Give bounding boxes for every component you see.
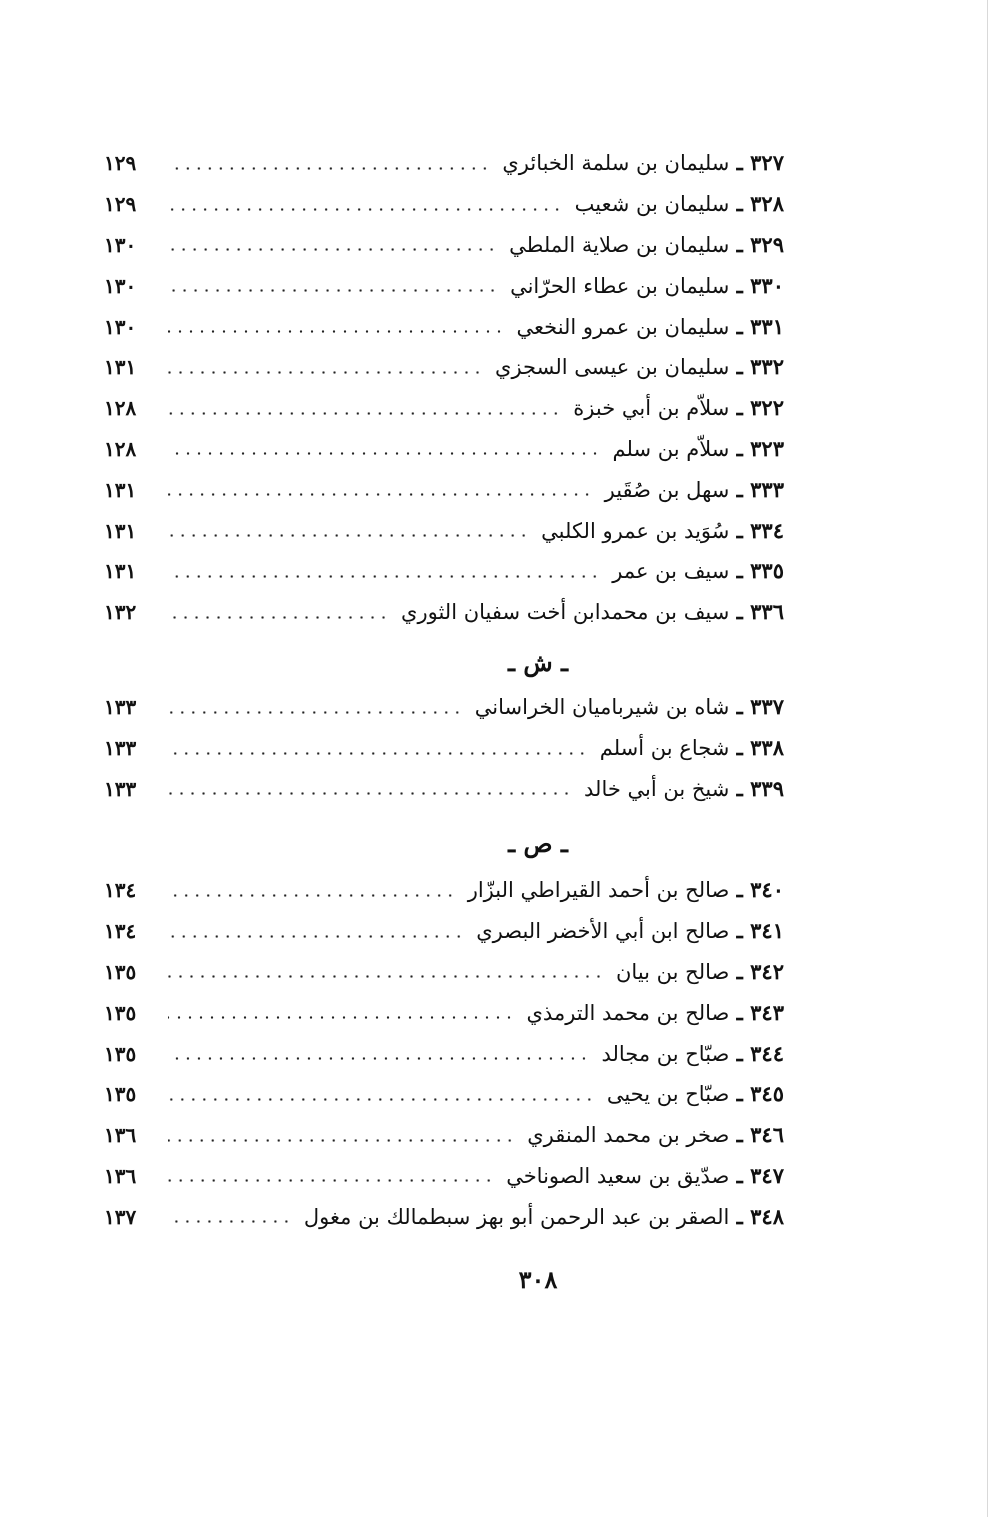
entry-number: ٣٣٣: [750, 476, 784, 502]
entry-separator: ـ: [729, 231, 751, 257]
index-entry: [104, 184, 784, 225]
index-group-sad: [104, 870, 784, 1237]
dot-leader: [168, 616, 389, 619]
entry-name: شيخ بن أبي خالد: [584, 776, 730, 801]
entry-separator: ـ: [729, 354, 751, 380]
dot-leader: [168, 248, 497, 251]
entry-page-reference: ١٣١: [104, 355, 137, 380]
index-group-sin: [104, 143, 784, 633]
entry-separator: ـ: [729, 435, 751, 461]
index-group-shin: [104, 687, 784, 809]
entry-name: صدّيق بن سعيد الصوناخي: [506, 1163, 730, 1188]
index-entry: [104, 1033, 784, 1074]
index-entry: [104, 992, 784, 1033]
index-entry: [104, 952, 784, 993]
entry-number: ٣٢٩: [750, 231, 784, 257]
entry-page-reference: ١٢٨: [104, 396, 137, 421]
entry-separator: ـ: [729, 1081, 751, 1107]
entry-name: الصقر بن عبد الرحمن أبو بهز سبطمالك بن مغول: [303, 1204, 730, 1229]
entry-number: ٣٣٨: [750, 735, 784, 761]
index-entry: [104, 687, 784, 728]
entry-title: [594, 737, 784, 759]
entry-separator: ـ: [729, 558, 751, 584]
entry-number: ٣٤٧: [750, 1162, 784, 1188]
entry-page-reference: ١٣٣: [104, 776, 137, 801]
entry-page-reference: ١٣٠: [104, 232, 137, 257]
section-heading-shin: ـ ش ـ: [507, 648, 569, 677]
entry-number: ٣٣١: [750, 313, 784, 339]
entry-name: شجاع بن أسلم: [599, 736, 730, 761]
entry-number: ٣٣٤: [750, 517, 784, 543]
entry-separator: ـ: [729, 1040, 751, 1066]
entry-title: [535, 517, 784, 543]
entry-number: ٣٢٣: [750, 435, 784, 461]
entry-title: [511, 313, 785, 339]
dot-leader: [168, 330, 505, 333]
dot-leader: [168, 975, 604, 978]
entry-name: صخر بن محمد المنقري: [527, 1123, 730, 1148]
entry-page-reference: ١٣٤: [104, 919, 137, 944]
entry-number: ٣٣٦: [750, 599, 784, 625]
entry-page-reference: ١٣٠: [104, 314, 137, 339]
entry-title: [489, 356, 784, 378]
entry-title: [578, 775, 784, 801]
entry-page-reference: ١٣٥: [104, 959, 137, 984]
entry-separator: ـ: [729, 150, 751, 176]
entry-name: سهل بن صُقَير: [604, 477, 730, 502]
entry-title: [569, 193, 784, 215]
entry-name: صالح بن أحمد القيراطي البزّار: [467, 878, 730, 903]
entry-title: [610, 958, 784, 984]
entry-page-reference: ١٣١: [104, 518, 137, 543]
entry-separator: ـ: [729, 1162, 751, 1188]
entry-name: سيف بن محمدابن أخت سفيان الثوري: [401, 600, 730, 625]
entry-separator: ـ: [729, 272, 751, 298]
entry-number: ٣٣٢: [750, 354, 784, 380]
entry-separator: ـ: [729, 999, 751, 1025]
entry-title: [601, 1083, 784, 1105]
dot-leader: [168, 1057, 589, 1060]
entry-number: ٣٣٥: [750, 558, 784, 584]
section-heading-sad: ـ ص ـ: [508, 829, 568, 858]
entry-title: [503, 231, 784, 257]
entry-separator: ـ: [729, 918, 751, 944]
entry-name: صبّاح بن يحيى: [606, 1082, 730, 1107]
index-entry: [104, 510, 784, 551]
dot-leader: [168, 167, 490, 170]
index-entry: [104, 225, 784, 266]
entry-name: صالح ابن أبي الأخضر البصري: [476, 919, 730, 944]
entry-separator: ـ: [729, 395, 751, 421]
index-entry: [104, 1196, 784, 1237]
entry-title: [595, 1040, 784, 1066]
entry-title: [298, 1203, 784, 1229]
index-entry: [104, 551, 784, 592]
index-entry: [104, 306, 784, 347]
entry-name: سُوَيد بن عمرو الكلبي: [541, 518, 730, 543]
entry-separator: ـ: [729, 313, 751, 339]
index-entry: [104, 592, 784, 633]
dot-leader: [168, 1139, 515, 1142]
entry-name: سليمان بن سلمة الخبائري: [502, 151, 730, 176]
entry-page-reference: ١٣٠: [104, 273, 137, 298]
entry-page-reference: ١٣٦: [104, 1123, 137, 1148]
entry-separator: ـ: [729, 1203, 751, 1229]
entry-number: ٣٤٠: [750, 877, 784, 903]
entry-page-reference: ١٣٥: [104, 1000, 137, 1025]
entry-page-reference: ١٣٣: [104, 695, 137, 720]
entry-name: صبّاح بن مجالد: [601, 1041, 730, 1066]
dot-leader: [168, 371, 483, 374]
entry-number: ٣٤١: [750, 918, 784, 944]
index-entry: [104, 769, 784, 810]
entry-title: [504, 272, 784, 298]
entry-page-reference: ١٢٩: [104, 192, 137, 217]
dot-leader: [168, 412, 561, 415]
index-entry: [104, 911, 784, 952]
entry-page-reference: ١٣١: [104, 559, 137, 584]
entry-name: سليمان بن شعيب: [574, 192, 730, 217]
entry-page-reference: ١٢٨: [104, 436, 137, 461]
entry-separator: ـ: [729, 877, 751, 903]
index-entry: [104, 143, 784, 184]
entry-page-reference: ١٣٥: [104, 1082, 137, 1107]
entry-number: ٣٣٠: [750, 272, 784, 298]
entry-page-reference: ١٣١: [104, 477, 137, 502]
entry-name: سلاّم بن سلم: [612, 436, 730, 461]
entry-title: [606, 560, 784, 582]
dot-leader: [168, 493, 593, 496]
dot-leader: [168, 792, 572, 795]
entry-title: [500, 1162, 784, 1188]
entry-number: ٣٤٥: [750, 1081, 784, 1107]
entry-separator: ـ: [729, 694, 751, 720]
dot-leader: [168, 1220, 292, 1223]
dot-leader: [168, 575, 600, 578]
entry-number: ٣٤٨: [750, 1203, 784, 1229]
entry-page-reference: ١٣٢: [104, 600, 137, 625]
entry-title: [521, 1124, 784, 1146]
dot-leader: [168, 894, 456, 897]
index-entry: [104, 1115, 784, 1156]
index-entry: [104, 347, 784, 388]
entry-title: [496, 152, 784, 174]
entry-title: [607, 435, 784, 461]
entry-name: سليمان بن صلاية الملطي: [509, 232, 730, 257]
dot-leader: [168, 534, 529, 537]
entry-number: ٣٣٧: [750, 694, 784, 720]
entry-number: ٣٢٨: [750, 191, 784, 217]
page-number: ٣٠٨: [518, 1265, 558, 1294]
index-entry: [104, 265, 784, 306]
entry-separator: ـ: [729, 191, 751, 217]
entry-number: ٣٤٤: [750, 1040, 784, 1066]
entry-title: [469, 696, 784, 718]
entry-number: ٣٤٦: [750, 1122, 784, 1148]
entry-separator: ـ: [729, 735, 751, 761]
entry-number: ٣٢٢: [750, 395, 784, 421]
index-entry: [104, 388, 784, 429]
dot-leader: [168, 752, 588, 755]
entry-number: ٣٣٩: [750, 775, 784, 801]
dot-leader: [168, 208, 563, 211]
dot-leader: [168, 935, 464, 938]
entry-title: [395, 601, 784, 623]
entry-name: صالح بن محمد الترمذي: [526, 1000, 730, 1025]
index-entry: [104, 469, 784, 510]
entry-separator: ـ: [729, 958, 751, 984]
entry-name: صالح بن بيان: [616, 959, 730, 984]
entry-separator: ـ: [729, 599, 751, 625]
dot-leader: [168, 1016, 515, 1019]
entry-page-reference: ١٣٤: [104, 878, 137, 903]
entry-title: [521, 999, 785, 1025]
dot-leader: [168, 452, 601, 455]
index-entry: [104, 1156, 784, 1197]
entry-name: سليمان بن عطاء الحرّاني: [510, 273, 730, 298]
entry-separator: ـ: [729, 476, 751, 502]
index-entry: [104, 728, 784, 769]
entry-separator: ـ: [729, 775, 751, 801]
entry-page-reference: ١٣٦: [104, 1163, 137, 1188]
entry-title: [567, 397, 784, 419]
entry-name: سليمان بن عمرو النخعي: [516, 314, 730, 339]
entry-name: سلاّم بن أبي خبزة: [573, 396, 730, 421]
index-entry: [104, 429, 784, 470]
entry-page-reference: ١٣٣: [104, 736, 137, 761]
entry-separator: ـ: [729, 1122, 751, 1148]
entry-number: ٣٤٣: [750, 999, 784, 1025]
entry-number: ٣٤٢: [750, 958, 784, 984]
entry-name: شاه بن شيرباميان الخراساني: [474, 695, 730, 720]
entry-name: سليمان بن عيسى السجزي: [495, 355, 730, 380]
entry-page-reference: ١٢٩: [104, 151, 137, 176]
dot-leader: [168, 289, 498, 292]
entry-title: [599, 476, 784, 502]
entry-page-reference: ١٣٥: [104, 1041, 137, 1066]
entry-page-reference: ١٣٧: [104, 1204, 137, 1229]
entry-separator: ـ: [729, 517, 751, 543]
index-entry: [104, 870, 784, 911]
dot-leader: [168, 1098, 595, 1101]
entry-title: [470, 920, 784, 942]
index-entry: [104, 1074, 784, 1115]
dot-leader: [168, 1179, 494, 1182]
entry-name: سيف بن عمر: [612, 559, 730, 584]
dot-leader: [168, 711, 463, 714]
entry-number: ٣٢٧: [750, 150, 784, 176]
entry-title: [462, 879, 784, 901]
